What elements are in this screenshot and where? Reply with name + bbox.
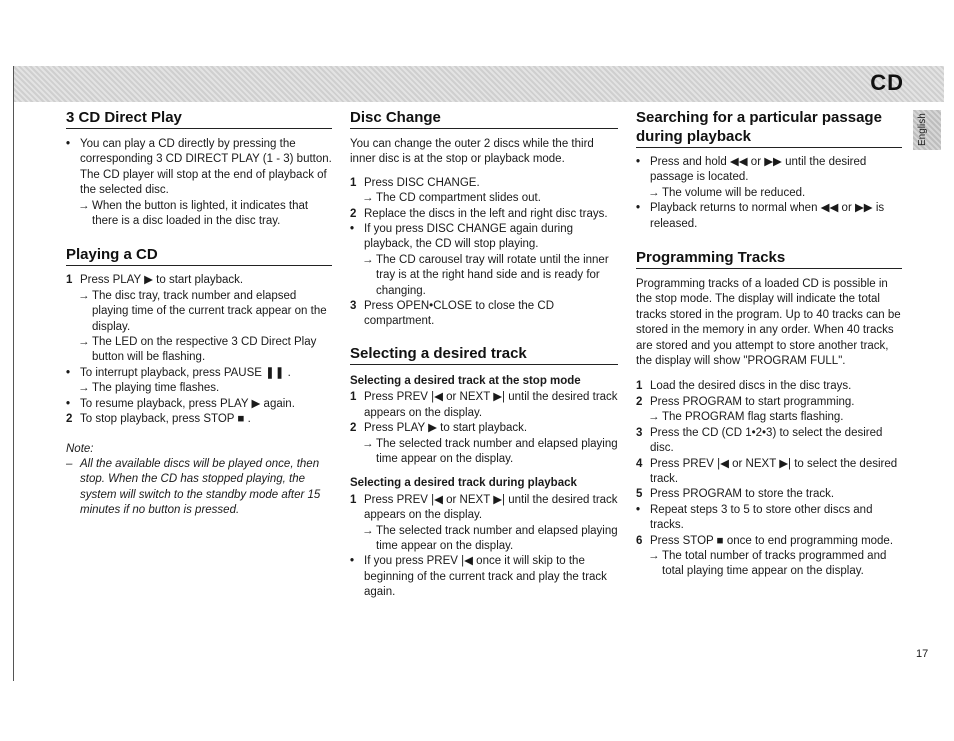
list-item: 1 Press PLAY ▶ to start playback. (66, 274, 244, 287)
language-tab (913, 110, 941, 150)
page-number: 17 (916, 648, 929, 660)
heading-disc-change: Disc Change (350, 108, 618, 129)
list-item: → The selected track number and elapsed playing time appear on the display. (362, 524, 618, 552)
disc-change-intro: You can change the outer 2 discs while the third inner disc is at the stop or playback mode. (350, 138, 594, 166)
list-item: 1 Press PREV |◀ or NEXT ▶| until the desired track appears on the display. (350, 493, 618, 522)
list-item: → The volume will be reduced. (648, 186, 806, 199)
column-1 (66, 108, 332, 519)
note-text: – All the available discs will be played once, then stop. When the CD has stopped playing, the system will switch to the standby mode after 15 minutes if no button is pressed. (66, 457, 321, 517)
list-item: • Press and hold ◀◀ or ▶▶ until the desired passage is located. (636, 156, 867, 184)
list-item: → The PROGRAM flag starts flashing. (648, 411, 844, 424)
page-left-rule (13, 66, 14, 681)
list-item: → The CD carousel tray will rotate until the inner tray is at the right hand side and is ready for changing. (362, 253, 609, 297)
heading-programming: Programming Tracks (636, 248, 902, 269)
subheading-stop-mode: Selecting a desired track at the stop mode (350, 374, 581, 387)
heading-searching: Searching for a particular passage during playback (636, 108, 902, 148)
list-item: 5 Press PROGRAM to store the track. (636, 488, 835, 501)
list-item: • You can play a CD directly by pressing the corresponding 3 CD DIRECT PLAY (1 - 3) button. The CD player will stop at the end of playback of the selected disc. (66, 138, 332, 197)
list-item: 2 Press PROGRAM to start programming. (636, 395, 855, 408)
section-banner (14, 66, 944, 102)
column-3 (636, 108, 902, 580)
list-item: • If you press PREV |◀ once it will skip to the beginning of the current track and play the track again. (350, 555, 607, 599)
list-item: 3 Press the CD (CD 1•2•3) to select the desired disc. (636, 426, 883, 455)
list-item: 1 Press PREV |◀ or NEXT ▶| until the desired track appears on the display. (350, 391, 618, 419)
list-item: 6 Press STOP ■ once to end programming mode. (636, 534, 894, 547)
column-2 (350, 108, 618, 601)
subheading-during-playback: Selecting a desired track during playback (350, 477, 577, 490)
programming-intro: Programming tracks of a loaded CD is possible in the stop mode. The display will indicate the total tracks stored in the program. Up to 40 tracks can be stored in the memory in any order. When 40 tracks are stored and you attempt to store another track, the display will show "PROGRAM FULL". (636, 278, 901, 368)
list-item: → The playing time flashes. (78, 382, 220, 395)
list-item: → The LED on the respective 3 CD Direct Play button will be flashing. (78, 336, 317, 364)
list-item: 1 Press DISC CHANGE. (350, 176, 480, 189)
list-item: 1 Load the desired discs in the disc trays. (636, 380, 852, 393)
list-item: 4 Press PREV |◀ or NEXT ▶| to select the desired track. (636, 457, 898, 485)
list-item: 2 To stop playback, press STOP ■ . (66, 413, 251, 426)
heading-direct-play: 3 CD Direct Play (66, 108, 332, 129)
list-item: → The total number of tracks programmed and total playing time appear on the display. (648, 549, 887, 578)
heading-selecting: Selecting a desired track (350, 344, 618, 365)
language-tab-label: English (917, 113, 928, 146)
list-item: → When the button is lighted, it indicates that there is a disc loaded in the disc tray. (78, 199, 309, 228)
list-item: • Playback returns to normal when ◀◀ or ▶▶ is released. (636, 202, 885, 230)
list-item: → The CD compartment slides out. (362, 192, 541, 205)
list-item: • Repeat steps 3 to 5 to store other discs and tracks. (636, 503, 873, 532)
list-item: • If you press DISC CHANGE again during playback, the CD will stop playing. (350, 223, 574, 251)
list-item: 2 Press PLAY ▶ to start playback. (350, 422, 528, 435)
list-item: → The selected track number and elapsed playing time appear on the display. (362, 437, 618, 465)
list-item: • To interrupt playback, press PAUSE ❚❚ . (66, 366, 291, 379)
list-item: → The disc tray, track number and elapsed playing time of the current track appear on the display. (78, 289, 327, 333)
list-item: • To resume playback, press PLAY ▶ again. (66, 397, 295, 410)
list-item: 3 Press OPEN•CLOSE to close the CD compartment. (350, 300, 555, 328)
section-title: CD (870, 70, 904, 95)
note-label: Note: (66, 442, 94, 455)
heading-playing: Playing a CD (66, 245, 332, 266)
list-item: 2 Replace the discs in the left and right disc trays. (350, 207, 608, 220)
